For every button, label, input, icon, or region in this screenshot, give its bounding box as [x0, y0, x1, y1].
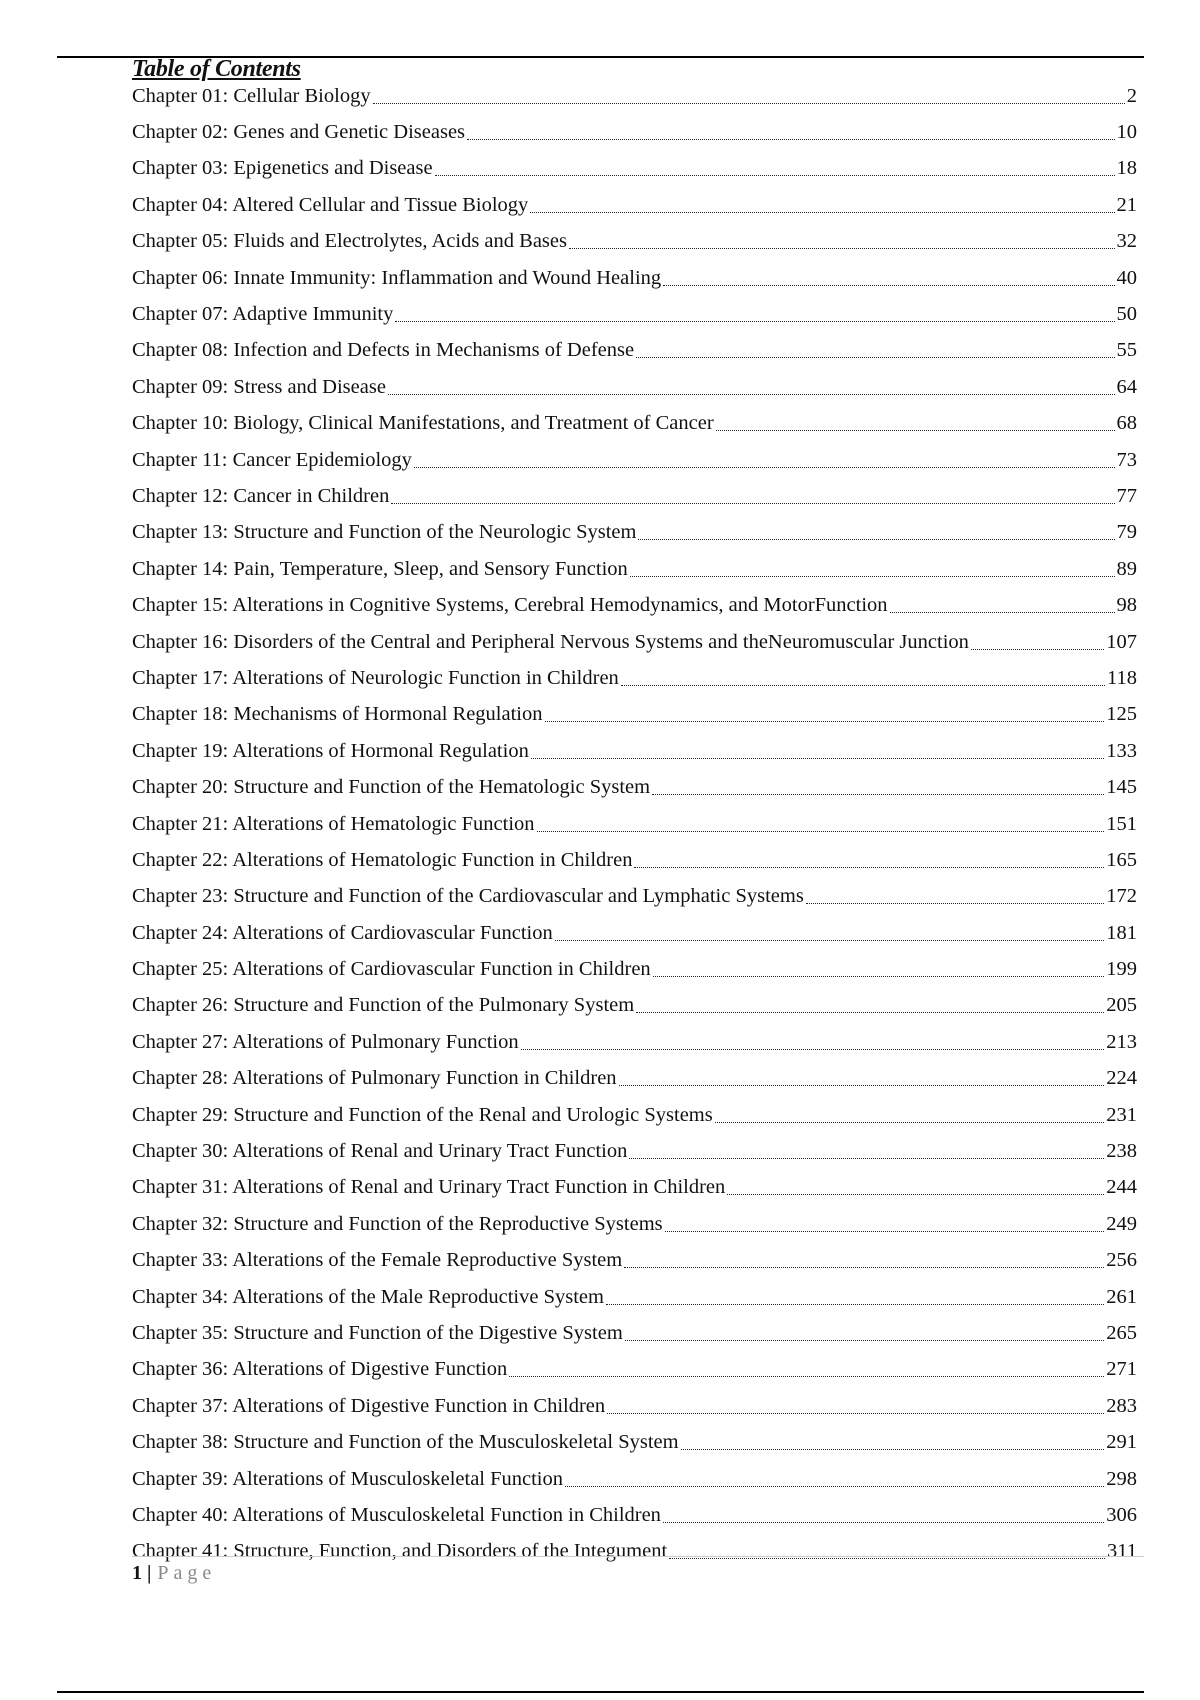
toc-entry-label: Chapter 37: Alterations of Digestive Function in Children: [132, 1394, 606, 1417]
toc-entry-page: 311: [1107, 1540, 1137, 1563]
toc-entry-page: 68: [1116, 412, 1137, 435]
toc-entry[interactable]: [132, 879, 1137, 915]
toc-dot-leader: [395, 321, 1114, 322]
toc-entry-page: 18: [1116, 157, 1137, 180]
toc-entry-label: Chapter 34: Alterations of the Male Reproductive System: [132, 1285, 604, 1308]
toc-dot-leader: [530, 212, 1114, 213]
toc-entry[interactable]: [132, 1388, 1137, 1424]
toc-dot-leader: [531, 758, 1104, 759]
toc-entry[interactable]: [132, 296, 1137, 332]
toc-dot-leader: [509, 1376, 1104, 1377]
toc-entry-page: 79: [1116, 521, 1137, 544]
toc-entry-page: 64: [1116, 375, 1137, 398]
toc-entry-page: 261: [1106, 1285, 1137, 1308]
toc-dot-leader: [621, 685, 1105, 686]
toc-entry-page: 133: [1106, 739, 1137, 762]
toc-entry-label: Chapter 03: Epigenetics and Disease: [132, 157, 433, 180]
toc-dot-leader: [537, 831, 1105, 832]
toc-list: [132, 78, 1137, 1570]
toc-entry[interactable]: [132, 806, 1137, 842]
toc-entry-label: Chapter 23: Structure and Function of the Cardiovascular and Lymphatic Systems: [132, 885, 804, 908]
toc-entry-label: Chapter 26: Structure and Function of the Pulmonary System: [132, 994, 635, 1017]
toc-entry-label: Chapter 14: Pain, Temperature, Sleep, and Sensory Function: [132, 557, 628, 580]
toc-dot-leader: [435, 175, 1115, 176]
footer-rule: [132, 1556, 1144, 1557]
toc-dot-leader: [414, 467, 1115, 468]
toc-dot-leader: [653, 976, 1105, 977]
toc-dot-leader: [727, 1194, 1104, 1195]
toc-entry-page: 55: [1116, 339, 1137, 362]
toc-entry-page: 265: [1106, 1321, 1137, 1344]
toc-entry[interactable]: [132, 369, 1137, 405]
toc-entry[interactable]: [132, 842, 1137, 878]
toc-entry-label: Chapter 11: Cancer Epidemiology: [132, 448, 412, 471]
toc-entry-label: Chapter 16: Disorders of the Central and Peripheral Nervous Systems and theNeuromuscular Junction: [132, 630, 969, 653]
toc-dot-leader: [638, 539, 1114, 540]
toc-entry-page: 89: [1116, 557, 1137, 580]
toc-entry-label: Chapter 15: Alterations in Cognitive Systems, Cerebral Hemodynamics, and MotorFunction: [132, 594, 888, 617]
toc-entry-page: 40: [1116, 266, 1137, 289]
toc-entry[interactable]: [132, 1352, 1137, 1388]
toc-entry-label: Chapter 09: Stress and Disease: [132, 375, 386, 398]
toc-dot-leader: [630, 576, 1115, 577]
toc-entry-label: Chapter 06: Innate Immunity: Inflammation and Wound Healing: [132, 266, 662, 289]
toc-entry-label: Chapter 05: Fluids and Electrolytes, Acids and Bases: [132, 230, 567, 253]
toc-entry-page: 256: [1106, 1249, 1137, 1272]
toc-entry[interactable]: [132, 442, 1137, 478]
toc-entry-label: Chapter 04: Altered Cellular and Tissue Biology: [132, 193, 529, 216]
toc-entry-page: 165: [1106, 848, 1137, 871]
toc-entry-label: Chapter 22: Alterations of Hematologic Function in Children: [132, 848, 633, 871]
toc-entry[interactable]: [132, 1170, 1137, 1206]
toc-entry-page: 213: [1106, 1030, 1137, 1053]
toc-entry-label: Chapter 21: Alterations of Hematologic Function: [132, 812, 535, 835]
toc-entry-page: 50: [1116, 303, 1137, 326]
toc-dot-leader: [663, 285, 1114, 286]
toc-entry-page: 21: [1116, 193, 1137, 216]
toc-dot-leader: [634, 867, 1104, 868]
toc-entry-label: Chapter 27: Alterations of Pulmonary Function: [132, 1030, 519, 1053]
toc-dot-leader: [629, 1158, 1104, 1159]
toc-entry[interactable]: [132, 769, 1137, 805]
toc-dot-leader: [665, 1231, 1105, 1232]
toc-entry-page: 151: [1106, 812, 1137, 835]
toc-entry[interactable]: [132, 224, 1137, 260]
toc-dot-leader: [625, 1340, 1104, 1341]
toc-entry[interactable]: [132, 151, 1137, 187]
toc-dot-leader: [715, 1122, 1105, 1123]
toc-entry-page: 145: [1106, 776, 1137, 799]
toc-dot-leader: [388, 394, 1115, 395]
toc-entry[interactable]: [132, 733, 1137, 769]
toc-entry-page: 98: [1116, 594, 1137, 617]
toc-dot-leader: [663, 1522, 1104, 1523]
toc-dot-leader: [619, 1085, 1105, 1086]
toc-entry-label: Chapter 40: Alterations of Musculoskeletal Function in Children: [132, 1503, 661, 1526]
toc-dot-leader: [569, 248, 1115, 249]
toc-title: Table of Contents: [132, 56, 301, 82]
toc-entry-label: Chapter 10: Biology, Clinical Manifestations, and Treatment of Cancer: [132, 412, 714, 435]
toc-entry[interactable]: [132, 988, 1137, 1024]
toc-entry-label: Chapter 38: Structure and Function of the Musculoskeletal System: [132, 1431, 679, 1454]
toc-entry-label: Chapter 31: Alterations of Renal and Urinary Tract Function in Children: [132, 1176, 726, 1199]
toc-entry-page: 283: [1106, 1394, 1137, 1417]
toc-dot-leader: [652, 794, 1104, 795]
bottom-page-rule: [57, 1691, 1144, 1693]
toc-dot-leader: [624, 1267, 1104, 1268]
toc-entry-page: 73: [1116, 448, 1137, 471]
toc-entry-label: Chapter 02: Genes and Genetic Diseases: [132, 121, 466, 144]
toc-dot-leader: [391, 503, 1114, 504]
toc-dot-leader: [681, 1449, 1105, 1450]
toc-dot-leader: [890, 612, 1115, 613]
toc-entry[interactable]: [132, 1243, 1137, 1279]
toc-entry-page: 125: [1106, 703, 1137, 726]
toc-entry[interactable]: [132, 624, 1137, 660]
toc-dot-leader: [373, 103, 1125, 104]
toc-entry-label: Chapter 20: Structure and Function of the Hematologic System: [132, 776, 651, 799]
toc-dot-leader: [521, 1049, 1105, 1050]
toc-entry[interactable]: [132, 1497, 1137, 1533]
toc-entry-label: Chapter 36: Alterations of Digestive Function: [132, 1358, 508, 1381]
toc-entry[interactable]: [132, 1315, 1137, 1351]
toc-entry[interactable]: [132, 1534, 1137, 1570]
toc-entry[interactable]: [132, 406, 1137, 442]
toc-entry-label: Chapter 30: Alterations of Renal and Urinary Tract Function: [132, 1140, 628, 1163]
toc-entry-page: 172: [1106, 885, 1137, 908]
toc-entry[interactable]: [132, 260, 1137, 296]
toc-entry-page: 298: [1106, 1467, 1137, 1490]
toc-entry-page: 306: [1106, 1503, 1137, 1526]
toc-dot-leader: [467, 139, 1114, 140]
toc-entry[interactable]: [132, 551, 1137, 587]
toc-entry-label: Chapter 12: Cancer in Children: [132, 484, 390, 507]
toc-entry[interactable]: [132, 660, 1137, 696]
toc-dot-leader: [555, 940, 1105, 941]
toc-entry-page: 2: [1126, 84, 1137, 107]
toc-entry[interactable]: [132, 697, 1137, 733]
toc-entry-label: Chapter 17: Alterations of Neurologic Function in Children: [132, 666, 619, 689]
toc-entry-label: Chapter 32: Structure and Function of the Reproductive Systems: [132, 1212, 663, 1235]
toc-entry[interactable]: [132, 478, 1137, 514]
toc-dot-leader: [636, 357, 1114, 358]
toc-entry-page: 271: [1106, 1358, 1137, 1381]
toc-dot-leader: [669, 1558, 1105, 1559]
toc-entry-page: 32: [1116, 230, 1137, 253]
toc-entry[interactable]: [132, 333, 1137, 369]
toc-entry-page: 181: [1106, 921, 1137, 944]
toc-dot-leader: [716, 430, 1115, 431]
toc-entry-label: Chapter 35: Structure and Function of the Digestive System: [132, 1321, 623, 1344]
toc-entry-page: 205: [1106, 994, 1137, 1017]
page-footer: [132, 1560, 216, 1586]
toc-entry-label: Chapter 25: Alterations of Cardiovascular Function in Children: [132, 958, 651, 981]
toc-entry[interactable]: [132, 1424, 1137, 1460]
toc-entry-label: Chapter 01: Cellular Biology: [132, 84, 371, 107]
toc-entry-page: 10: [1116, 121, 1137, 144]
toc-dot-leader: [806, 903, 1104, 904]
toc-entry-label: Chapter 07: Adaptive Immunity: [132, 303, 394, 326]
toc-entry[interactable]: [132, 1279, 1137, 1315]
toc-entry-page: 244: [1106, 1176, 1137, 1199]
toc-entry-label: Chapter 24: Alterations of Cardiovascular Function: [132, 921, 553, 944]
footer-page-label: Page: [157, 1562, 217, 1584]
toc-dot-leader: [606, 1304, 1104, 1305]
toc-entry[interactable]: [132, 1024, 1137, 1060]
toc-entry-page: 249: [1106, 1212, 1137, 1235]
toc-entry[interactable]: [132, 1461, 1137, 1497]
toc-entry-label: Chapter 18: Mechanisms of Hormonal Regulation: [132, 703, 543, 726]
toc-entry-page: 199: [1106, 958, 1137, 981]
toc-entry-page: 238: [1106, 1140, 1137, 1163]
toc-entry[interactable]: [132, 78, 1137, 114]
toc-entry[interactable]: [132, 915, 1137, 951]
toc-dot-leader: [607, 1413, 1104, 1414]
toc-entry-page: 107: [1106, 630, 1137, 653]
toc-entry[interactable]: [132, 187, 1137, 223]
toc-entry-label: Chapter 29: Structure and Function of the Renal and Urologic Systems: [132, 1103, 713, 1126]
toc-entry-label: Chapter 28: Alterations of Pulmonary Function in Children: [132, 1067, 617, 1090]
toc-entry[interactable]: [132, 1061, 1137, 1097]
toc-dot-leader: [971, 649, 1104, 650]
toc-entry[interactable]: [132, 1206, 1137, 1242]
toc-entry[interactable]: [132, 1133, 1137, 1169]
toc-entry-label: Chapter 08: Infection and Defects in Mechanisms of Defense: [132, 339, 635, 362]
toc-entry[interactable]: [132, 515, 1137, 551]
toc-entry-label: Chapter 41: Structure, Function, and Disorders of the Integument: [132, 1540, 668, 1563]
toc-entry-label: Chapter 13: Structure and Function of the Neurologic System: [132, 521, 637, 544]
footer-separator: |: [147, 1562, 152, 1584]
toc-entry-page: 231: [1106, 1103, 1137, 1126]
toc-entry-page: 118: [1107, 666, 1137, 689]
toc-entry[interactable]: [132, 587, 1137, 623]
toc-entry[interactable]: [132, 1097, 1137, 1133]
toc-entry-page: 224: [1106, 1067, 1137, 1090]
toc-entry-label: Chapter 19: Alterations of Hormonal Regulation: [132, 739, 529, 762]
toc-entry-page: 77: [1116, 484, 1137, 507]
toc-entry-page: 291: [1106, 1431, 1137, 1454]
toc-dot-leader: [565, 1486, 1104, 1487]
footer-page-number: 1: [132, 1562, 142, 1584]
toc-dot-leader: [636, 1012, 1104, 1013]
toc-entry[interactable]: [132, 951, 1137, 987]
toc-entry[interactable]: [132, 114, 1137, 150]
toc-entry-label: Chapter 39: Alterations of Musculoskeletal Function: [132, 1467, 564, 1490]
toc-dot-leader: [545, 721, 1105, 722]
toc-entry-label: Chapter 33: Alterations of the Female Reproductive System: [132, 1249, 623, 1272]
